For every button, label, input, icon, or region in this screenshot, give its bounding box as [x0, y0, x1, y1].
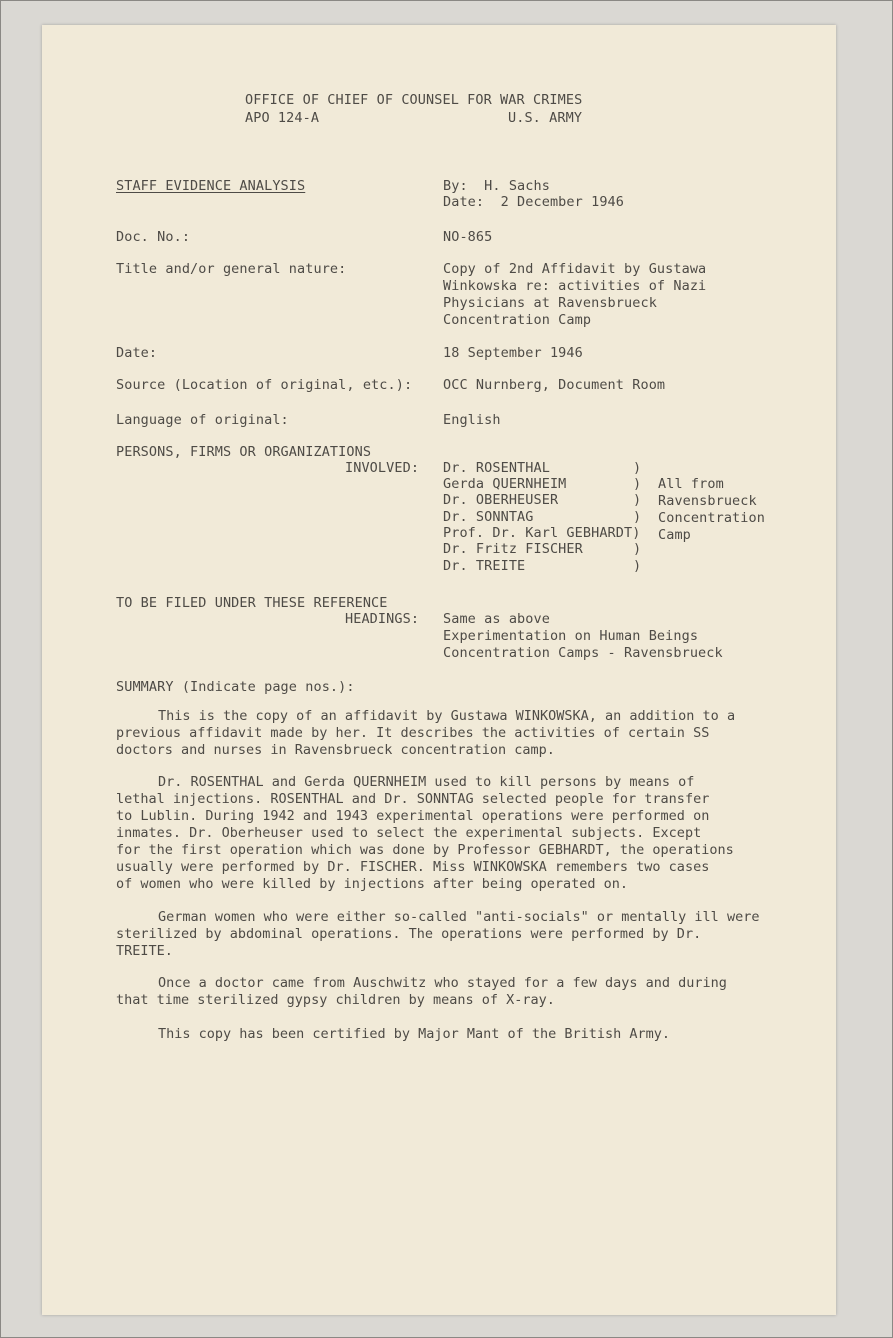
- bracket: ): [633, 541, 642, 557]
- summary-paragraph: This is the copy of an affidavit by Gustawa WINKOWSKA, an addition to a previous affidavit made by her. It describes the activities of certain SS doctors and nurses in Ravensbrueck concentration camp.: [116, 708, 736, 758]
- person-item: Gerda QUERNHEIM: [443, 476, 567, 492]
- persons-note: All from Ravensbrueck Concentration Camp: [658, 476, 765, 543]
- title-value: Copy of 2nd Affidavit by Gustawa Winkowska re: activities of Nazi Physicians at Ravensbrueck Concentration Camp: [443, 261, 707, 328]
- summary-paragraph: Dr. ROSENTHAL and Gerda QUERNHEIM used to kill persons by means of lethal injections. ROSENTHAL and Dr. SONNTAG selected people for transfer to Lublin. During 1942 and 1943 experimental operations were performed on inmates. Dr. Oberheuser used to select the experimental subjects. Except for the first operation which was done by Professor GEBHARDT, the operations usually were performed by Dr. FISCHER. Miss WINKOWSKA remembers two cases of women who were killed by injections after being operated on.: [116, 774, 734, 892]
- bracket: ): [633, 509, 642, 525]
- date-value: 18 September 1946: [443, 345, 583, 361]
- person-item: Dr. TREITE: [443, 558, 526, 574]
- summary-paragraph: This copy has been certified by Major Mant of the British Army.: [158, 1026, 671, 1042]
- source-label: Source (Location of original, etc.):: [116, 377, 413, 393]
- summary-paragraph: Once a doctor came from Auschwitz who stayed for a few days and during that time sterilized gypsy children by means of X-ray.: [116, 975, 727, 1008]
- persons-label: PERSONS, FIRMS OR ORGANIZATIONS: [116, 444, 372, 460]
- summary-paragraph: German women who were either so-called "anti-socials" or mentally ill were sterilized by abdominal operations. The operations were performed by Dr. TREITE.: [116, 909, 760, 959]
- office-title: OFFICE OF CHIEF OF COUNSEL FOR WAR CRIMES: [245, 92, 583, 108]
- bracket: ): [633, 492, 642, 508]
- language-label: Language of original:: [116, 412, 289, 428]
- person-item: Dr. Fritz FISCHER: [443, 541, 583, 557]
- analysis-date: Date: 2 December 1946: [443, 194, 625, 210]
- date-label: Date:: [116, 345, 158, 361]
- army-label: U.S. ARMY: [508, 110, 583, 126]
- persons-label-involved: INVOLVED:: [345, 460, 420, 476]
- title-label: Title and/or general nature:: [116, 261, 347, 277]
- person-item: Dr. ROSENTHAL: [443, 460, 550, 476]
- document-page: [42, 25, 836, 1315]
- staff-evidence-analysis-heading: STAFF EVIDENCE ANALYSIS: [116, 178, 306, 194]
- source-value: OCC Nurnberg, Document Room: [443, 377, 666, 393]
- person-item: Dr. SONNTAG: [443, 509, 534, 525]
- bracket: ): [633, 476, 642, 492]
- summary-label: SUMMARY (Indicate page nos.):: [116, 679, 355, 695]
- filed-under-headings: HEADINGS:: [345, 611, 420, 627]
- doc-no-label: Doc. No.:: [116, 229, 191, 245]
- filed-under-label: TO BE FILED UNDER THESE REFERENCE: [116, 595, 388, 611]
- bracket: ): [633, 460, 642, 476]
- filed-under-value: Same as above Experimentation on Human Beings Concentration Camps - Ravensbrueck: [443, 611, 723, 661]
- bracket: ): [633, 558, 642, 574]
- person-item: Dr. OBERHEUSER: [443, 492, 559, 508]
- language-value: English: [443, 412, 501, 428]
- apo-number: APO 124-A: [245, 110, 320, 126]
- person-item: Prof. Dr. Karl GEBHARDT): [443, 525, 641, 541]
- analyst-name: By: H. Sachs: [443, 178, 550, 194]
- doc-no-value: NO-865: [443, 229, 493, 245]
